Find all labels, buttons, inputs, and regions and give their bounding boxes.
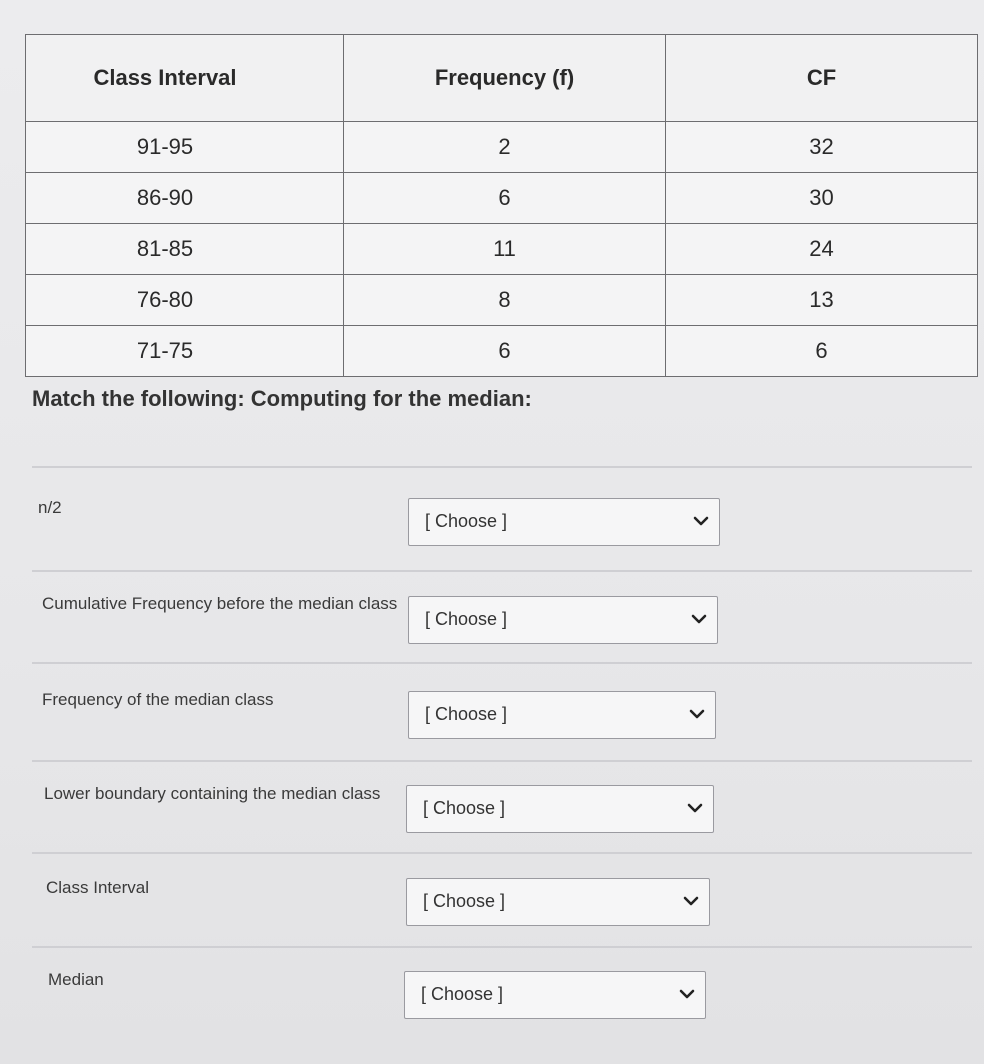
select-value: [ Choose ] [423,798,506,818]
chevron-down-icon [691,611,707,627]
table-row [26,122,978,173]
cell-interval: 76-80 [26,275,344,326]
select-value: [ Choose ] [425,511,508,531]
match-select-class-interval[interactable] [406,878,710,926]
match-label-lower-boundary: Lower boundary containing the median class [44,784,381,803]
cell-interval: 86-90 [26,173,344,224]
chevron-down-icon [693,513,709,529]
table-row [26,275,978,326]
divider [32,760,972,762]
cell-cf: 6 [666,326,978,377]
divider [32,466,972,468]
match-select-median[interactable] [404,971,706,1019]
select-value: [ Choose ] [425,609,508,629]
match-label-n-over-2: n/2 [38,498,62,517]
match-select-lower-boundary[interactable] [406,785,714,833]
table-row [26,224,978,275]
header-frequency: Frequency (f) [344,35,666,122]
cell-frequency: 6 [344,326,666,377]
cell-frequency: 8 [344,275,666,326]
frequency-table [25,34,978,377]
table-row [26,173,978,224]
match-select-n-over-2[interactable] [408,498,720,546]
header-cf: CF [666,35,978,122]
divider [32,946,972,948]
chevron-down-icon [683,893,699,909]
match-label-cf-before-median: Cumulative Frequency before the median class [42,594,398,613]
match-label-median-class-frequency: Frequency of the median class [42,690,274,709]
table-header-row [26,35,978,122]
cell-interval: 71-75 [26,326,344,377]
match-label-median: Median [48,970,104,989]
chevron-down-icon [689,706,705,722]
table-row [26,326,978,377]
select-value: [ Choose ] [421,984,504,1004]
match-select-median-class-frequency[interactable] [408,691,716,739]
question-prompt: Match the following: Computing for the median: [32,386,532,411]
header-class-interval: Class Interval [26,35,344,122]
cell-interval: 81-85 [26,224,344,275]
match-select-cf-before-median[interactable] [408,596,718,644]
chevron-down-icon [679,986,695,1002]
cell-frequency: 6 [344,173,666,224]
cell-frequency: 2 [344,122,666,173]
cell-cf: 32 [666,122,978,173]
divider [32,852,972,854]
cell-interval: 91-95 [26,122,344,173]
cell-cf: 30 [666,173,978,224]
select-value: [ Choose ] [423,891,506,911]
divider [32,662,972,664]
cell-cf: 24 [666,224,978,275]
match-label-class-interval: Class Interval [46,878,149,897]
cell-frequency: 11 [344,224,666,275]
select-value: [ Choose ] [425,704,508,724]
chevron-down-icon [687,800,703,816]
divider [32,570,972,572]
cell-cf: 13 [666,275,978,326]
